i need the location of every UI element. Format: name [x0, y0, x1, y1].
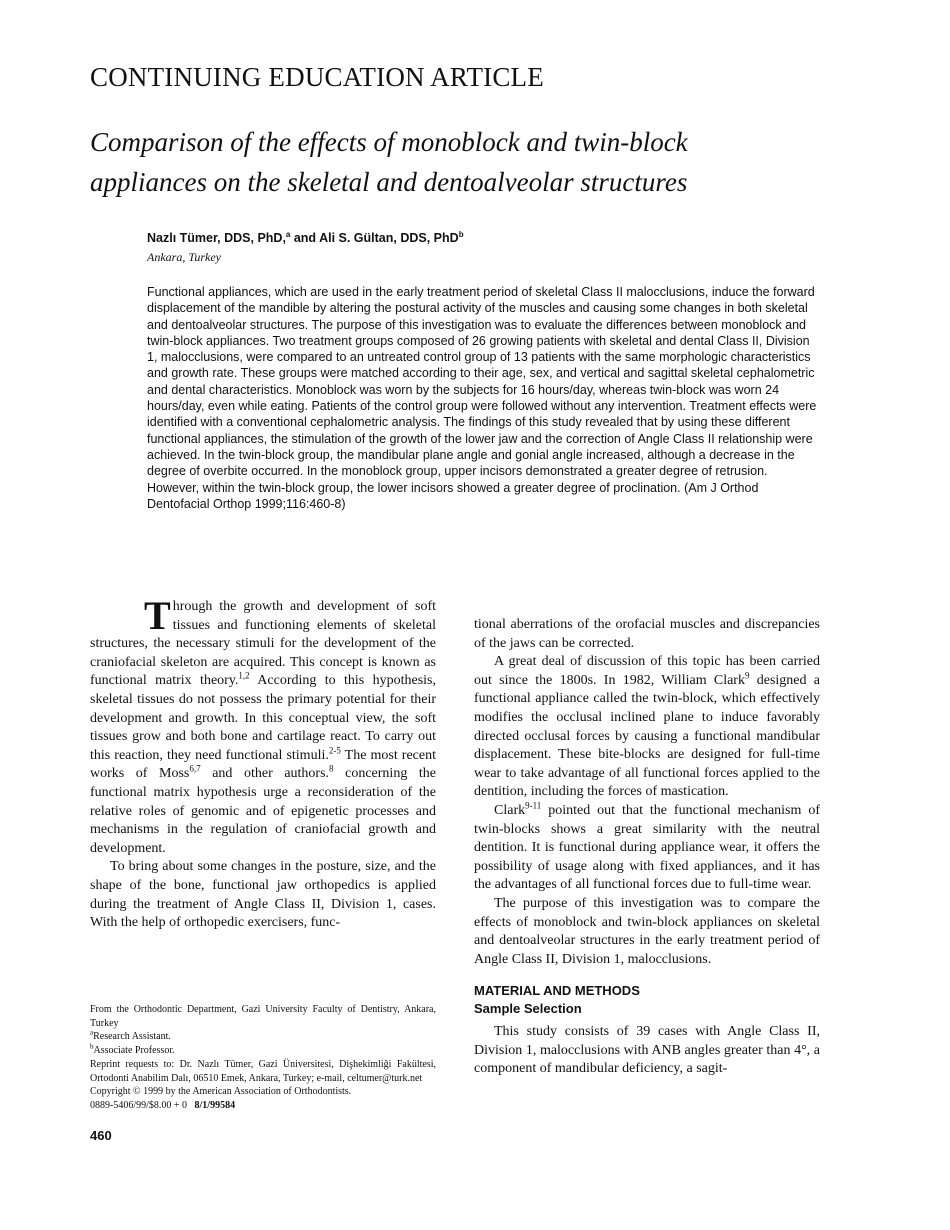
footnote-a-text: Research Assistant.: [93, 1031, 171, 1043]
footnotes: [90, 1003, 436, 1113]
footnote-a-mark: a: [90, 1029, 94, 1038]
clark-text-1: Clark: [494, 802, 526, 818]
drop-cap: T: [144, 593, 171, 638]
history-text-2: designed a functional appliance called the twin-block, which effectively modifies the occlusal inclined plane to induce favorably directed occlusal forces by causing a functional mandibular displacement. These bite-blocks are designed for full-time wear to take advantage of all functional forces applied to the dentition, including the forces of mastication.: [474, 672, 820, 800]
paragraph-continuation: tional aberrations of the orofacial muscles and discrepancies of the jaws can be corrected.: [474, 617, 820, 651]
footnote-issn-text: 0889-5406/99/$8.00 + 0: [90, 1099, 188, 1111]
author-1: Nazlı Tümer, DDS, PhD,: [147, 231, 286, 246]
footnote-copyright: Copyright © 1999 by the American Association of Orthodontists.: [90, 1086, 352, 1098]
intro-text-4: and other authors.: [200, 766, 330, 782]
abstract: Functional appliances, which are used in the early treatment period of skeletal Class II malocclusions, induce the forward displacement of the mandible by altering the postural activity of the muscles and causing some changes in both skeletal and dentoalveolar structures. The purpose of this investigation was to evaluate the differences between monoblock and twin-block appliances. Two treatment groups composed of 26 growing patients with skeletal and dental Class II, Division 1, malocclusions, were compared to an untreated control group of 13 patients with the same morphologic characteristics and growth rate. These groups were matched according to their age, sex, and vertical and sagittal skeletal cephalometric and dental characteristics. Monoblock was worn by the subjects for 16 hours/day, whereas twin-block was worn 24 hours/day, even while eating. Patients of the control group were followed without any intervention. Treatment effects were identified with a conventional cephalometric analysis. The findings of this study revealed that by using these different functional appliances, the stimulation of the growth of the lower jaw and the correction of Angle Class II relationship were achieved. In the twin-block group, the mandibular plane angle and gonial angle increased, although a decrease in the degree of overbite occurred. In the monoblock group, upper incisors demonstrated a greater degree of retrusion. However, within the twin-block group, the lower incisors showed a greater degree of proclination. (Am J Orthod Dentofacial Orthop 1999;116:460-8): [147, 285, 817, 511]
intro-text-3: The most recent works of Moss: [90, 747, 437, 782]
section-label: CONTINUING EDUCATION ARTICLE: [90, 62, 544, 92]
author-line: [147, 230, 464, 245]
clark-text-2: pointed out that the functional mechanism of twin-blocks shows a great similarity with the neutral dentition. It is functional during appliance wear, it offers the possibility of usage along with fixed appliances, and it has the advantages of all functional forces due to full-time wear.: [474, 802, 820, 893]
author-1-mark: a: [285, 230, 291, 239]
author-2-mark: b: [458, 230, 464, 239]
paragraph-orthopedics: To bring about some changes in the posture, size, and the shape of the bone, functional jaw orthopedics is applied during the treatment of Angle Class II, Division 1, cases. With the help of orthopedic exercisers, func-: [90, 859, 436, 931]
heading-sample-selection: Sample Selection: [474, 1001, 582, 1017]
ref-6-7: 6,7: [189, 763, 201, 774]
history-text-1: A great deal of discussion of this topic has been carried out since the 1800s. In 1982, William Clark: [474, 654, 820, 688]
paragraph-sample: This study consists of 39 cases with Angle Class II, Division 1, malocclusions with ANB angles greater than 4°, a component of mandibular deficiency, a sagit-: [474, 1024, 820, 1077]
heading-material-methods: MATERIAL AND METHODS: [474, 983, 640, 999]
ref-9: 9: [744, 670, 750, 681]
article-title: [90, 122, 850, 202]
paragraph-clark: [474, 802, 820, 895]
footnote-b-text: Associate Professor.: [93, 1045, 175, 1057]
footnote-reprint: Reprint requests to: Dr. Nazlı Tümer, Gazi Üniversitesi, Dişhekimliği Fakültesi, Ortodonti Anabilim Dalı, 06510 Emek, Ankara, Turkey; e-mail, celtumer@turk.net: [90, 1058, 436, 1084]
footnote-affiliation: From the Orthodontic Department, Gazi University Faculty of Dentistry, Ankara, Turkey: [90, 1004, 436, 1029]
paragraph-history: [474, 653, 820, 802]
title-line-1: Comparison of the effects of monoblock and twin-block: [90, 127, 688, 157]
ref-1-2: 1,2: [238, 670, 250, 681]
intro-text-1: hrough the growth and development of soft tissues and functioning elements of skeletal structures, the necessary stimuli for the development of the craniofacial skeleton are acquired. This concept is known as functional matrix theory.: [90, 599, 436, 689]
title-line-2: appliances on the skeletal and dentoalveolar structures: [90, 167, 688, 197]
intro-paragraph: [90, 593, 437, 858]
left-column: [90, 593, 437, 933]
ref-8: 8: [329, 763, 334, 774]
author-2: and Ali S. Gültan, DDS, PhD: [290, 231, 459, 246]
footnote-code: 8/1/99584: [194, 1099, 236, 1111]
footnote-b: [90, 1044, 436, 1058]
intro-text-2: According to this hypothesis, skeletal tissues do not possess the primary potential for their development and growth. In this conceptual view, the soft tissues grow and both bone and cartilage react. To carry out this reaction, they need functional stimuli.: [90, 673, 436, 763]
footnote-issn: [90, 1099, 436, 1113]
page-number: 460: [90, 1128, 112, 1143]
right-column: [474, 616, 820, 1079]
ref-9-11: 9-11: [525, 800, 542, 811]
footnote-b-mark: b: [90, 1042, 94, 1051]
paragraph-purpose: The purpose of this investigation was to compare the effects of monoblock and twin-block appliances on skeletal and dentoalveolar structures in the early treatment period of Angle Class II, Division 1, malocclusions.: [474, 895, 820, 967]
intro-text-5: concerning the functional matrix hypothesis urge a reconsideration of the relative roles of genomic and of epigenetic processes and mechanisms in the regulation of craniofacial growth and development.: [90, 766, 436, 856]
footnote-a: [90, 1030, 436, 1044]
author-location: Ankara, Turkey: [147, 250, 221, 264]
ref-2-5: 2-5: [328, 745, 341, 756]
